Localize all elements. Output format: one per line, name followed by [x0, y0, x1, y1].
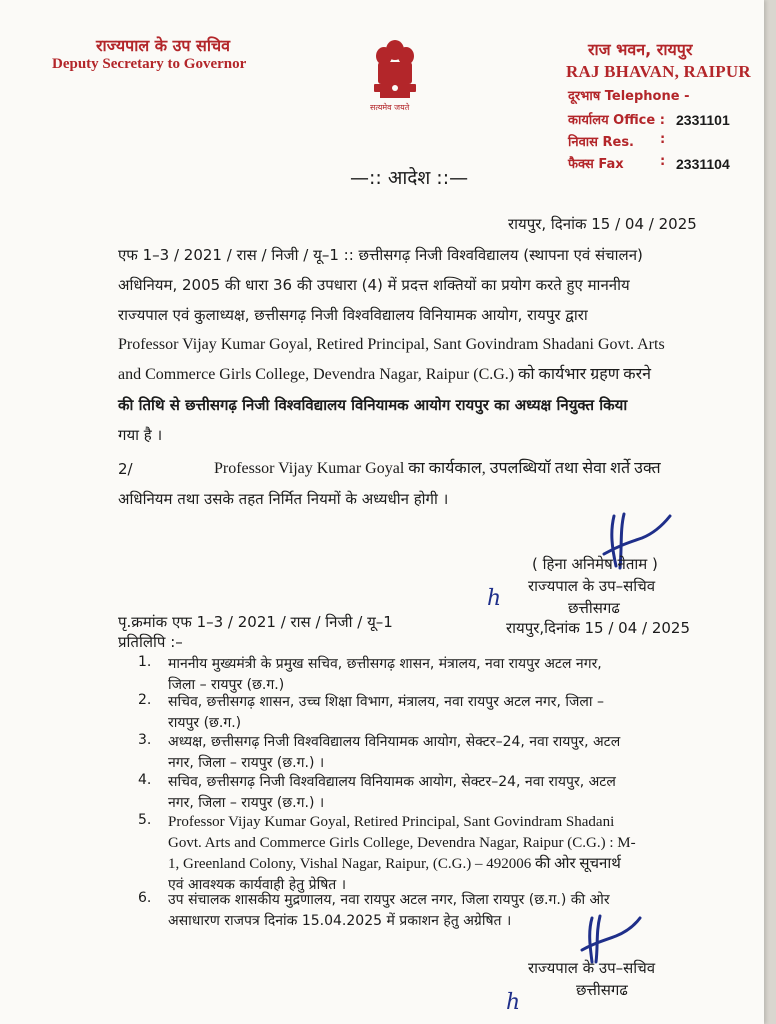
- office-number: 2331101: [676, 112, 730, 128]
- list-item-number: 5.: [138, 812, 152, 828]
- list-item: [168, 812, 728, 896]
- list-item-line: सचिव, छत्तीसगढ़ निजी विश्वविद्यालय विनियामक आयोग, सेक्टर–24, नवा रायपुर, अटल: [168, 774, 616, 790]
- initial-mark-2: h: [506, 990, 521, 1015]
- list-item-number: 6.: [138, 890, 152, 906]
- list-item-line: उप संचालक शासकीय मुद्रणालय, नवा रायपुर अटल नगर, जिला रायपुर (छ.ग.) की ओर: [168, 892, 610, 908]
- list-item-number: 4.: [138, 772, 152, 788]
- p1-line: अधिनियम, 2005 की धारा 36 की उपधारा (4) में प्रदत्त शक्तियों का प्रयोग करते हुए माननीय: [118, 276, 630, 294]
- list-item: [168, 772, 728, 814]
- list-item: [168, 692, 728, 734]
- p1-line: राज्यपाल एवं कुलाध्यक्ष, छत्तीसगढ़ निजी विश्वविद्यालय विनियामक आयोग, रायपुर द्वारा: [118, 306, 588, 324]
- list-item-line: एवं आवश्यक कार्यवाही हेतु प्रेषित ।: [168, 877, 347, 893]
- list-item-number: 3.: [138, 732, 152, 748]
- letterhead-left-hindi: राज्यपाल के उप सचिव: [96, 36, 231, 55]
- letterhead-left-english: Deputy Secretary to Governor: [52, 56, 247, 72]
- signatory-2-state: छत्तीसगढ: [576, 981, 628, 999]
- fax-number: 2331104: [676, 156, 730, 172]
- list-item-line: असाधारण राजपत्र दिनांक 15.04.2025 में प्रकाशन हेतु अग्रेषित ।: [168, 913, 512, 929]
- p1-line: एफ 1–3 / 2021 / रास / निजी / यू–1 :: छत्तीसगढ़ निजी विश्वविद्यालय (स्थापना एवं संचालन): [118, 246, 643, 264]
- signatory-designation: राज्यपाल के उप–सचिव: [528, 577, 656, 595]
- letterhead-right-english: RAJ BHAVAN, RAIPUR: [566, 62, 751, 81]
- letterhead-right-hindi: राज भवन, रायपुर: [588, 40, 693, 59]
- list-item-line: नगर, जिला – रायपुर (छ.ग.) ।: [168, 755, 325, 771]
- list-item-line: रायपुर (छ.ग.): [168, 715, 242, 731]
- signatory-state: छत्तीसगढ: [568, 599, 620, 617]
- list-item: [168, 732, 728, 774]
- copy-label: प्रतिलिपि :–: [118, 633, 183, 651]
- emblem-caption: सत्यमेव जयते: [370, 103, 410, 112]
- residence-colon: :: [660, 132, 666, 147]
- list-item-line: Professor Vijay Kumar Goyal, Retired Principal, Sant Govindram Shadani: [168, 814, 615, 830]
- signatory-name: ( हिना अनिमेष नेताम ): [532, 555, 658, 573]
- list-item-line: अध्यक्ष, छत्तीसगढ़ निजी विश्वविद्यालय विनियामक आयोग, सेक्टर–24, नवा रायपुर, अटल: [168, 734, 621, 750]
- p1-line: की तिथि से छत्तीसगढ़ निजी विश्वविद्यालय विनियामक आयोग रायपुर का अध्यक्ष नियुक्त किया: [118, 396, 628, 414]
- list-item-line: जिला – रायपुर (छ.ग.): [168, 677, 285, 693]
- p1-line: and Commerce Girls College, Devendra Nagar, Raipur (C.G.) को कार्यभार ग्रहण करने: [118, 366, 652, 383]
- list-item-line: माननीय मुख्यमंत्री के प्रमुख सचिव, छत्तीसगढ़ शासन, मंत्रालय, नवा रायपुर अटल नगर,: [168, 656, 602, 672]
- list-item-number: 2.: [138, 692, 152, 708]
- list-item-line: नगर, जिला – रायपुर (छ.ग.) ।: [168, 795, 325, 811]
- p1-line: गया है ।: [118, 426, 163, 444]
- list-item-line: सचिव, छत्तीसगढ़ शासन, उच्च शिक्षा विभाग, मंत्रालय, नवा रायपुर अटल नगर, जिला –: [168, 694, 604, 710]
- list-item-line: 1, Greenland Colony, Vishal Nagar, Raipur, (C.G.) – 492006 की ओर सूचनार्थ: [168, 856, 621, 872]
- list-item-number: 1.: [138, 654, 152, 670]
- paragraph-2-line: अधिनियम तथा उसके तहत निर्मित नियमों के अध्यधीन होगी ।: [118, 490, 449, 508]
- office-label: कार्यालय Office :: [568, 113, 665, 128]
- paragraph-1: [118, 240, 718, 450]
- list-item-line: Govt. Arts and Commerce Girls College, Devendra Nagar, Raipur (C.G.) : M-: [168, 835, 636, 851]
- telephone-label: दूरभाष Telephone -: [568, 89, 690, 104]
- initial-mark-1: h: [487, 586, 502, 611]
- fax-colon: :: [660, 154, 666, 169]
- residence-label: निवास Res.: [568, 135, 634, 150]
- endorsement-date: रायपुर,दिनांक 15 / 04 / 2025: [506, 619, 691, 637]
- signatory-2-designation: राज्यपाल के उप–सचिव: [528, 959, 656, 977]
- paragraph-2-line: Professor Vijay Kumar Goyal का कार्यकाल, उपलब्धियॉ तथा सेवा शर्ते उक्त: [214, 460, 661, 477]
- paragraph-2-number: 2/: [118, 460, 133, 478]
- fax-label: फैक्स Fax: [568, 157, 624, 172]
- endorsement-ref: पृ.क्रमांक एफ 1–3 / 2021 / रास / निजी / यू–1: [118, 613, 393, 631]
- order-title: —:: आदेश ::—: [350, 167, 469, 189]
- order-date: रायपुर, दिनांक 15 / 04 / 2025: [508, 215, 697, 233]
- list-item: [168, 654, 728, 696]
- p1-line: Professor Vijay Kumar Goyal, Retired Principal, Sant Govindram Shadani Govt. Arts: [118, 336, 665, 353]
